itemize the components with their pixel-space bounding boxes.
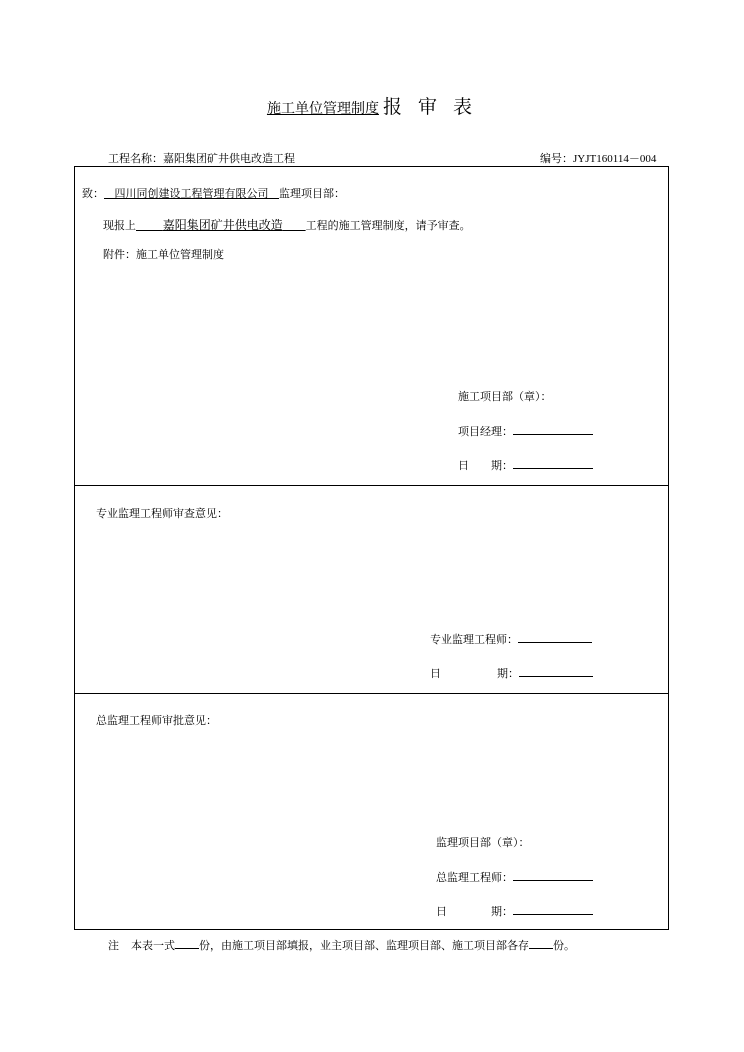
code-label: 编号： — [540, 152, 573, 165]
form-table — [74, 166, 669, 930]
report-suffix: 工程的施工管理制度，请予审查。 — [305, 219, 471, 232]
signature-blank[interactable] — [513, 868, 593, 881]
copies-blank[interactable] — [175, 936, 199, 949]
report-project: 嘉阳集团矿井供电改造 — [162, 218, 283, 232]
specialist-review-heading: 专业监理工程师审查意见： — [96, 507, 228, 520]
addressee-line — [82, 185, 345, 201]
footnote: 注 本表一式 份，由施工项目部填报，业主项目部、监理项目部、施工项目部各存 份。 — [108, 936, 575, 953]
section3-date: 日 期： — [436, 902, 593, 919]
project-manager-sign: 项目经理： — [458, 422, 593, 439]
report-prefix: 现报上 — [103, 219, 136, 232]
form-name: 报 审 表 — [382, 96, 478, 118]
signature-blank[interactable] — [518, 630, 592, 643]
signature-blank[interactable] — [513, 422, 593, 435]
copies-each-blank[interactable] — [529, 936, 553, 949]
chief-approval-heading: 总监理工程师审批意见： — [96, 714, 217, 727]
date-blank[interactable] — [513, 902, 593, 915]
chief-engineer-sign: 总监理工程师： — [436, 868, 593, 885]
attachment-label: 附件： — [103, 248, 136, 261]
to-company: 四川同创建设工程管理有限公司 — [114, 187, 269, 200]
code-line — [540, 150, 656, 166]
section1-date: 日 期： — [458, 456, 593, 473]
project-name-line — [108, 150, 295, 166]
code-value: JYJT160114－004 — [573, 153, 657, 165]
section-divider-2 — [74, 693, 669, 694]
supervision-dept-seal: 监理项目部（章）： — [436, 836, 530, 849]
section-divider-1 — [74, 485, 669, 486]
date-blank[interactable] — [519, 664, 593, 677]
attachment-value: 施工单位管理制度 — [136, 248, 224, 261]
to-dept: 监理项目部： — [279, 187, 345, 200]
to-label: 致： — [82, 187, 104, 200]
report-line — [103, 216, 471, 233]
section2-date: 日 期： — [430, 664, 593, 681]
attachment-line — [103, 246, 224, 262]
project-name: 嘉阳集团矿井供电改造工程 — [163, 152, 295, 165]
date-blank[interactable] — [513, 456, 593, 469]
note-label: 注 — [108, 939, 119, 952]
project-label: 工程名称： — [108, 152, 163, 165]
construction-dept-seal: 施工项目部（章）： — [458, 390, 552, 403]
specialist-engineer-sign: 专业监理工程师： — [430, 630, 592, 647]
form-title — [0, 92, 744, 119]
form-subject: 施工单位管理制度 — [266, 101, 379, 117]
